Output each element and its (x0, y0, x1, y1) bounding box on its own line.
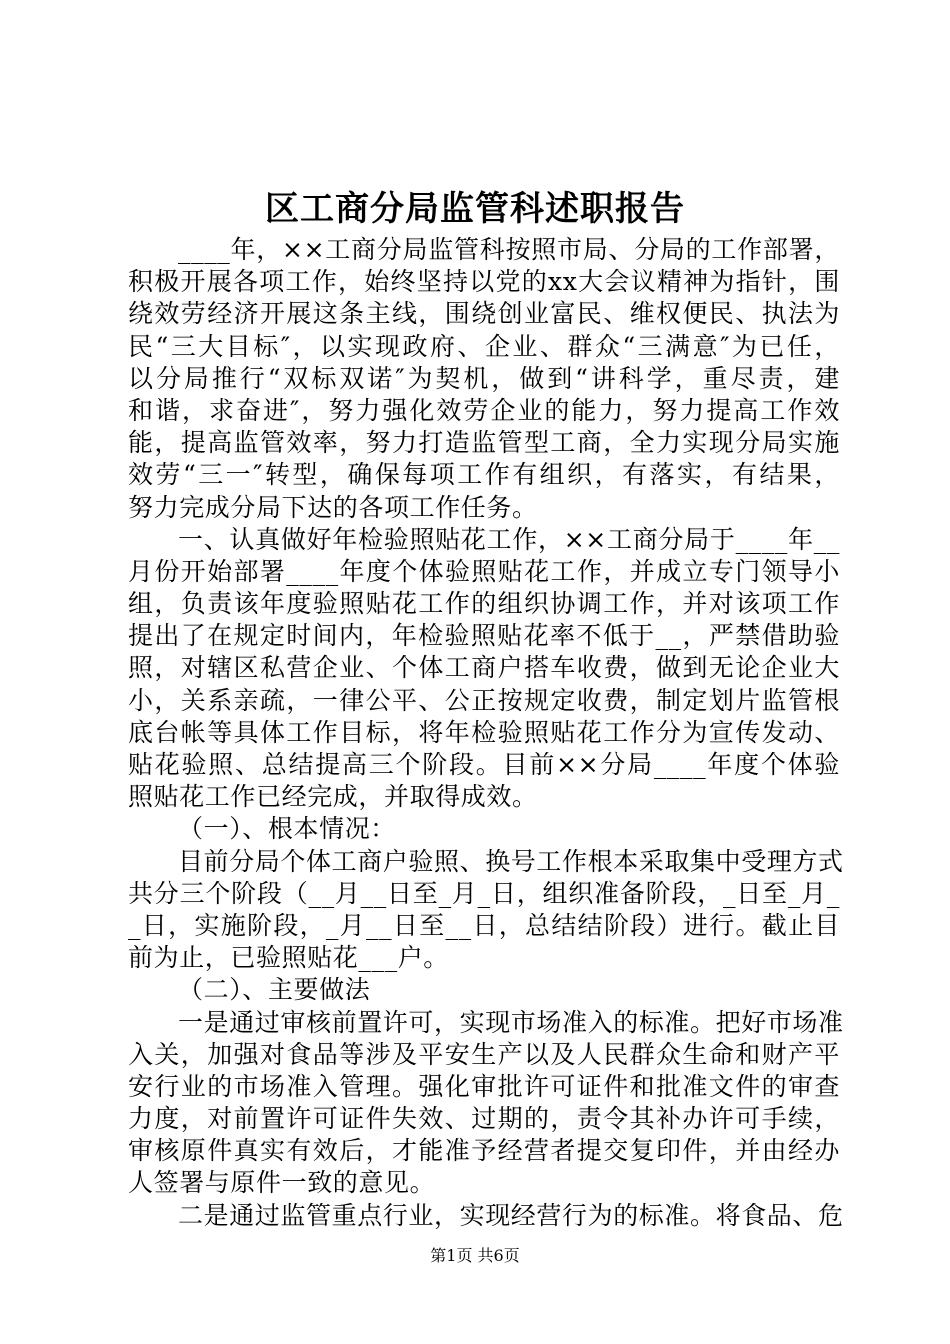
paragraph-line: 以分局推行“双标双诺″为契机，做到“讲科学，重尽责，建 (128, 363, 840, 393)
paragraph-line: 二是通过监管重点行业，实现经营行为的标准。将食品、危 (178, 1200, 844, 1230)
document-body (128, 234, 844, 1232)
paragraph-line: 效劳“三一″转型，确保每项工作有组织，有落实，有结果， (128, 460, 840, 490)
paragraph-line: 入关，加强对食品等涉及平安生产以及人民群众生命和财产平 (128, 1039, 840, 1069)
paragraph-line: 和谐，求奋进″，努力强化效劳企业的能力，努力提高工作效 (128, 395, 840, 425)
paragraph-line: 提出了在规定时间内，年检验照贴花率不低于__，严禁借助验 (128, 621, 840, 651)
paragraph-line: 一是通过审核前置许可，实现市场准入的标准。把好市场准 (178, 1007, 844, 1037)
document-title: 区工商分局监管科述职报告 (265, 189, 685, 229)
paragraph-line: 月份开始部署____年度个体验照贴花工作，并成立专门领导小 (128, 556, 840, 586)
section-heading: （一）、根本情况： (178, 814, 396, 844)
paragraph-line: 前为止，已验照贴花___户。 (128, 943, 449, 973)
paragraph-line: 审核原件真实有效后，才能准予经营者提交复印件，并由经办 (128, 1136, 840, 1166)
page-number: 第1页 共6页 (430, 1246, 520, 1265)
paragraph-line: 贴花验照、总结提高三个阶段。目前××分局____年度个体验 (128, 750, 840, 779)
paragraph-line: 组，负责该年度验照贴花工作的组织协调工作，并对该项工作 (128, 589, 840, 619)
paragraph-line: ____年，××工商分局监管科按照市局、分局的工作部署， (178, 235, 840, 264)
paragraph-line: 照贴花工作已经完成，并取得成效。 (128, 782, 538, 812)
paragraph-line: 绕效劳经济开展这条主线，围绕创业富民、维权便民、执法为 (128, 299, 840, 329)
paragraph-line: 力度，对前置许可证件失效、过期的，责令其补办许可手续， (128, 1104, 840, 1134)
paragraph-line: 努力完成分局下达的各项工作任务。 (128, 492, 538, 522)
paragraph-line: 小，关系亲疏，一律公平、公正按规定收费，制定划片监管根 (128, 685, 840, 715)
section-heading: （二）、主要做法 (178, 975, 371, 1005)
paragraph-line: 一、认真做好年检验照贴花工作，××工商分局于____年__ (178, 524, 840, 554)
paragraph-line: 共分三个阶段（__月__日至_月_日，组织准备阶段，_日至_月_ (128, 878, 840, 908)
paragraph-line: _日，实施阶段，_月__日至__日，总结结阶段）进行。截止目 (128, 910, 840, 940)
paragraph-line: 积极开展各项工作，始终坚持以党的xx大会议精神为指针，围 (128, 267, 840, 297)
paragraph-line: 人签署与原件一致的意见。 (128, 1168, 436, 1198)
paragraph-line: 民“三大目标″，以实现政府、企业、群众“三满意″为已任， (128, 331, 840, 361)
paragraph-line: 底台帐等具体工作目标，将年检验照贴花工作分为宣传发动、 (128, 717, 840, 747)
paragraph-line: 安行业的市场准入管理。强化审批许可证件和批准文件的审查 (128, 1071, 840, 1101)
paragraph-line: 照，对辖区私营企业、个体工商户搭车收费，做到无论企业大 (128, 653, 840, 683)
paragraph-line: 目前分局个体工商户验照、换号工作根本采取集中受理方式 (178, 846, 844, 876)
paragraph-line: 能，提高监管效率，努力打造监管型工商，全力实现分局实施 (128, 428, 840, 458)
